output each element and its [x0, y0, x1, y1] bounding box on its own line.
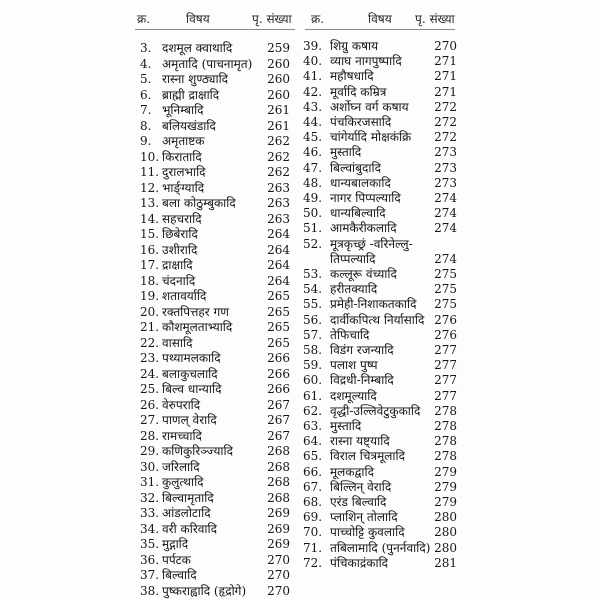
entry-number: 13.: [140, 196, 160, 210]
entry-subject: रामच्चादि: [162, 428, 202, 443]
entry-subject: कणिकुरिञ्ज्यादि: [162, 444, 234, 458]
entry-subject: रास्ना यष्ट्यादि: [330, 434, 390, 449]
index-entry: [140, 553, 300, 567]
entry-subject: दार्वीकपित्थ निर्यासादि: [330, 312, 425, 327]
index-entry: [303, 282, 465, 296]
entry-number: 16.: [140, 242, 160, 257]
index-entry: [140, 57, 300, 71]
index-entry: [140, 460, 300, 474]
entry-subject: सहचरादि: [162, 211, 202, 226]
entry-page-number: 280: [434, 525, 457, 540]
entry-number: 7.: [140, 103, 152, 117]
entry-page-number: 264: [267, 258, 290, 272]
entry-number: 20.: [140, 304, 160, 319]
index-entry: [303, 343, 465, 357]
index-entry: [140, 165, 300, 179]
entry-page-number: 271: [434, 54, 457, 69]
entry-subject: तबिलामादि (पुनर्नवादि): [330, 540, 431, 555]
entry-number: 64.: [303, 434, 323, 449]
index-entry: [303, 54, 465, 68]
entry-subject: दशमूल क्वाथादि: [162, 41, 233, 55]
entry-number: 27.: [140, 413, 160, 427]
entry-number: 33.: [140, 506, 160, 520]
entry-subject: धान्यबिल्वादि: [330, 206, 386, 221]
entry-page-number: 275: [434, 297, 457, 312]
entry-page-number: 273: [434, 175, 457, 190]
entry-page-number: 263: [267, 196, 290, 210]
entry-page-number: 266: [267, 382, 290, 396]
entry-subject: रक्तपित्तहर गण: [162, 304, 229, 319]
entry-page-number: 268: [267, 459, 290, 474]
entry-page-number: 276: [434, 327, 457, 342]
entry-number: 5.: [140, 72, 152, 86]
entry-subject: एरंड बिल्वादि: [330, 495, 387, 509]
entry-subject: अर्शोघ्न वर्ग कषाय: [330, 99, 409, 114]
entry-subject: उशीरादि: [162, 242, 198, 257]
index-entry: [140, 367, 300, 381]
entry-number: 34.: [140, 521, 160, 536]
entry-page-number: 265: [267, 289, 290, 303]
header-rule-right: [305, 29, 455, 30]
index-entry: [303, 252, 465, 266]
entry-page-number: 264: [267, 242, 290, 257]
entry-subject: किरातादि: [162, 149, 202, 164]
entry-subject: बिल्वांबुदादि: [330, 160, 381, 175]
entry-page-number: 271: [434, 69, 457, 84]
index-entry: [140, 119, 300, 133]
entry-page-number: 268: [267, 490, 290, 505]
entry-subject: शिग्रु कषाय: [330, 39, 379, 53]
entry-number: 10.: [140, 149, 160, 164]
index-entry: [303, 237, 465, 251]
entry-page-number: 263: [267, 180, 290, 195]
entry-number: 42.: [303, 84, 323, 99]
entry-page-number: 277: [434, 358, 457, 373]
index-entry: [140, 41, 300, 55]
entry-subject: मुस्तादि: [330, 419, 362, 433]
entry-subject: भार्ङ्ग्यादि: [162, 180, 205, 195]
entry-page-number: 279: [434, 479, 457, 494]
entry-subject: बलाकुचलादि: [162, 366, 218, 381]
entry-subject: पलाश पुष्प: [330, 358, 378, 373]
entry-number: 72.: [303, 555, 323, 570]
entry-subject: अमृतादि (पाचनामृत): [162, 56, 253, 71]
entry-number: 45.: [303, 130, 323, 145]
entry-page-number: 274: [434, 191, 457, 205]
entry-subject: विराल चित्रमूलादि: [330, 449, 405, 464]
entry-page-number: 272: [434, 115, 457, 129]
entry-subject: कल्लूरू वंच्यादि: [330, 267, 397, 281]
entry-page-number: 265: [267, 335, 290, 350]
entry-subject: हरीतक्यादि: [330, 282, 378, 297]
index-entry: [140, 584, 300, 598]
entry-subject: वेरुपरादि: [162, 397, 201, 412]
entry-number: 25.: [140, 382, 160, 396]
entry-number: 11.: [140, 165, 160, 179]
entry-number: 65.: [303, 449, 323, 464]
entry-number: 26.: [140, 397, 160, 412]
entry-number: 15.: [140, 227, 160, 241]
entry-subject: बिल्व धान्यादि: [162, 382, 222, 396]
entry-subject: वृद्धी-उल्लिवेटुकुकादि: [330, 403, 421, 418]
entry-page-number: 262: [267, 134, 290, 148]
entry-page-number: 272: [434, 99, 457, 114]
entry-number: 49.: [303, 191, 323, 205]
entry-number: 62.: [303, 403, 323, 418]
entry-number: 14.: [140, 211, 160, 226]
index-entry: [140, 320, 300, 334]
entry-number: 54.: [303, 282, 323, 297]
entry-subject: अमृताष्टक: [162, 134, 205, 148]
entry-subject: द्राक्षादि: [162, 258, 193, 272]
entry-number: 40.: [303, 54, 323, 69]
entry-page-number: 274: [434, 206, 457, 221]
entry-page-number: 262: [267, 165, 290, 179]
entry-subject: धान्यबालकादि: [330, 175, 391, 190]
entry-page-number: 270: [267, 568, 290, 582]
entry-number: 47.: [303, 160, 323, 175]
index-entry: [140, 72, 300, 86]
index-entry: [303, 221, 465, 235]
index-entry: [140, 103, 300, 117]
index-entry: [303, 39, 465, 53]
entry-page-number: 268: [267, 444, 290, 458]
entry-number: 43.: [303, 99, 323, 114]
index-entry: [140, 491, 300, 505]
index-entry: [303, 145, 465, 159]
entry-page-number: 260: [267, 87, 290, 102]
index-entry: [140, 429, 300, 443]
entry-page-number: 260: [267, 56, 290, 71]
index-entry: [140, 413, 300, 427]
entry-number: 18.: [140, 273, 160, 288]
header-subject-right: विषय: [368, 12, 392, 26]
index-entry: [140, 196, 300, 210]
index-entry: [303, 85, 465, 99]
index-entry: [303, 373, 465, 387]
index-entry: [303, 313, 465, 327]
index-entry: [140, 134, 300, 148]
entry-number: 68.: [303, 495, 323, 509]
index-entry: [140, 181, 300, 195]
entry-subject: मूलकद्वादि: [330, 464, 375, 479]
entry-number: 60.: [303, 373, 323, 388]
entry-page-number: 278: [434, 403, 457, 418]
entry-number: 32.: [140, 490, 160, 505]
entry-page-number: 274: [434, 221, 457, 236]
entry-subject: कौशमूलताभ्यादि: [162, 320, 233, 334]
entry-subject: बिल्लिन् वेरादि: [330, 479, 392, 494]
index-entry: [140, 274, 300, 288]
entry-page-number: 274: [434, 251, 457, 266]
index-entry: [140, 305, 300, 319]
entry-number: 31.: [140, 475, 160, 489]
index-entry: [140, 88, 300, 102]
entry-subject: आंडलोटादि: [162, 506, 211, 520]
index-entry: [303, 100, 465, 114]
entry-subject: बिल्वामृतादि: [162, 490, 214, 505]
entry-subject: बलियखंडादि: [162, 118, 216, 133]
entry-page-number: 275: [434, 282, 457, 297]
entry-number: 44.: [303, 115, 323, 129]
entry-page-number: 263: [267, 211, 290, 226]
index-entry: [303, 480, 465, 494]
entry-subject: जरिलादि: [162, 459, 200, 474]
entry-page-number: 273: [434, 145, 457, 160]
entry-page-number: 265: [267, 304, 290, 319]
entry-page-number: 269: [267, 537, 290, 551]
header-rule-left: [135, 29, 295, 30]
entry-page-number: 265: [267, 320, 290, 334]
entry-subject: पुष्कराह्वादि (हृद्रोगे): [162, 583, 247, 598]
entry-number: 30.: [140, 459, 160, 474]
entry-subject: छिबेरादि: [162, 227, 198, 241]
entry-number: 59.: [303, 358, 323, 373]
index-entry: [140, 258, 300, 272]
index-entry: [303, 434, 465, 448]
entry-number: 8.: [140, 118, 152, 133]
index-entry: [303, 69, 465, 83]
entry-subject: भूनिम्बादि: [162, 103, 204, 117]
entry-subject: कुलुत्थादि: [162, 475, 204, 489]
entry-page-number: 268: [267, 475, 290, 489]
entry-subject: वासादि: [162, 335, 193, 350]
header-subject-left: विषय: [186, 12, 210, 26]
index-entry: [140, 227, 300, 241]
entry-page-number: 267: [267, 397, 290, 412]
entry-subject: नागर पिप्पल्यादि: [330, 191, 401, 205]
index-entry: [140, 382, 300, 396]
entry-subject: विडंग रजन्यादि: [330, 343, 394, 357]
entry-number: 46.: [303, 145, 323, 160]
index-entry: [303, 510, 465, 524]
index-entry: [303, 176, 465, 190]
entry-number: 3.: [140, 41, 152, 55]
entry-number: 35.: [140, 537, 160, 551]
entry-page-number: 264: [267, 227, 290, 241]
index-entry: [303, 541, 465, 555]
entry-number: 6.: [140, 87, 152, 102]
entry-subject: आमकैरीकलादि: [330, 221, 397, 236]
entry-number: 51.: [303, 221, 323, 236]
index-entry: [303, 267, 465, 281]
entry-subject: महौषधादि: [330, 69, 374, 84]
index-entry: [140, 289, 300, 303]
entry-number: 69.: [303, 510, 323, 525]
entry-subject: तिप्पल्यादि: [330, 251, 376, 266]
entry-page-number: 275: [434, 267, 457, 281]
entry-page-number: 271: [434, 84, 457, 99]
entry-page-number: 266: [267, 351, 290, 365]
entry-page-number: 269: [267, 506, 290, 520]
index-entry: [140, 444, 300, 458]
entry-subject: दशमूल्यादि: [330, 388, 377, 403]
entry-number: 66.: [303, 464, 323, 479]
entry-page-number: 280: [434, 510, 457, 525]
entry-subject: शतावर्यादि: [162, 289, 207, 303]
entry-number: 58.: [303, 343, 323, 357]
entry-page-number: 277: [434, 343, 457, 357]
index-entry: [140, 150, 300, 164]
entry-page-number: 276: [434, 312, 457, 327]
index-entry: [140, 212, 300, 226]
index-entry: [303, 465, 465, 479]
entry-number: 22.: [140, 335, 160, 350]
entry-page-number: 281: [434, 555, 457, 570]
entry-subject: पथ्यामलकादि: [162, 351, 221, 365]
index-entry: [303, 358, 465, 372]
index-entry: [140, 351, 300, 365]
entry-page-number: 279: [434, 495, 457, 509]
entry-number: 37.: [140, 568, 160, 582]
entry-subject: मूर्वादि कम्रित्र: [330, 84, 387, 99]
entry-page-number: 277: [434, 388, 457, 403]
entry-number: 28.: [140, 428, 160, 443]
header-serial-left: क्र.: [137, 12, 151, 26]
entry-number: 67.: [303, 479, 323, 494]
entry-page-number: 269: [267, 521, 290, 536]
entry-page-number: 278: [434, 419, 457, 433]
entry-page-number: 279: [434, 464, 457, 479]
index-entry: [303, 191, 465, 205]
entry-subject: मुद्गादि: [162, 537, 189, 551]
index-entry: [303, 297, 465, 311]
entry-number: 63.: [303, 419, 323, 433]
entry-number: 70.: [303, 525, 323, 540]
entry-number: 4.: [140, 56, 152, 71]
index-entry: [140, 398, 300, 412]
index-entry: [303, 449, 465, 463]
entry-page-number: 270: [434, 39, 457, 53]
entry-subject: पर्पटक: [162, 552, 191, 567]
index-entry: [303, 206, 465, 220]
entry-subject: पाणल् वेरादि: [162, 413, 217, 427]
entry-number: 55.: [303, 297, 323, 312]
entry-page-number: 280: [434, 540, 457, 555]
index-entry: [303, 404, 465, 418]
entry-number: 71.: [303, 540, 323, 555]
entry-subject: चांगेर्यादि मोक्षकंक्रि: [330, 130, 412, 145]
entry-number: 39.: [303, 39, 323, 53]
entry-page-number: 262: [267, 149, 290, 164]
entry-subject: रास्ना शुण्ठ्यादि: [162, 72, 229, 86]
entry-page-number: 260: [267, 72, 290, 86]
entry-subject: प्लाशिन् तोलादि: [330, 510, 398, 525]
index-entry: [303, 389, 465, 403]
entry-subject: विद्रधी-निम्बादि: [330, 373, 394, 388]
entry-number: 17.: [140, 258, 160, 272]
entry-number: 38.: [140, 583, 160, 598]
index-entry: [140, 506, 300, 520]
entry-page-number: 270: [267, 552, 290, 567]
entry-page-number: 278: [434, 434, 457, 449]
entry-page-number: 277: [434, 373, 457, 388]
index-entry: [303, 419, 465, 433]
entry-number: 48.: [303, 175, 323, 190]
index-entry: [140, 568, 300, 582]
entry-subject: चंदनादि: [162, 273, 196, 288]
entry-page-number: 259: [267, 41, 290, 55]
index-entry: [140, 522, 300, 536]
entry-subject: तेफिचादि: [330, 327, 370, 342]
entry-subject: ब्राह्मी द्राक्षादि: [162, 87, 220, 102]
entry-number: 41.: [303, 69, 323, 84]
index-entry: [303, 130, 465, 144]
entry-subject: पंचकिरजसादि: [330, 115, 392, 129]
entry-number: 50.: [303, 206, 323, 221]
entry-number: 9.: [140, 134, 152, 148]
index-entry: [303, 161, 465, 175]
entry-number: 19.: [140, 289, 160, 303]
entry-number: 53.: [303, 267, 323, 281]
entry-number: 29.: [140, 444, 160, 458]
entry-page-number: 270: [267, 583, 290, 598]
entry-number: 36.: [140, 552, 160, 567]
entry-number: 21.: [140, 320, 160, 334]
entry-subject: मुस्तादि: [330, 145, 362, 160]
entry-number: 23.: [140, 351, 160, 365]
entry-number: 56.: [303, 312, 323, 327]
entry-page-number: 278: [434, 449, 457, 464]
entry-number: 57.: [303, 327, 323, 342]
entry-subject: प्रमेही-निशाकतकादि: [330, 297, 417, 312]
entry-subject: बिल्वादि: [162, 568, 197, 582]
entry-number: 61.: [303, 388, 323, 403]
entry-page-number: 273: [434, 160, 457, 175]
entry-number: 12.: [140, 180, 160, 195]
entry-subject: पाच्चोट्टि कुवलादि: [330, 525, 405, 540]
entry-subject: पंचिकाद्रंकादि: [330, 555, 389, 570]
index-entry: [303, 495, 465, 509]
entry-page-number: 266: [267, 366, 290, 381]
entry-page-number: 261: [267, 103, 290, 117]
entry-subject: व्याघ नागपुष्पादि: [330, 54, 402, 69]
index-entry: [303, 556, 465, 570]
header-serial-right: क्र.: [311, 12, 325, 26]
index-entry: [140, 475, 300, 489]
entry-subject: बला कोठुम्बुकादि: [162, 196, 236, 210]
entry-page-number: 272: [434, 130, 457, 145]
index-entry: [140, 243, 300, 257]
entry-number: 52.: [303, 236, 323, 251]
entry-number: 24.: [140, 366, 160, 381]
index-entry: [303, 328, 465, 342]
header-page-right: पृ. संख्या: [415, 12, 455, 26]
index-entry: [140, 336, 300, 350]
entry-page-number: 267: [267, 413, 290, 427]
index-entry: [140, 537, 300, 551]
entry-page-number: 261: [267, 118, 290, 133]
header-page-left: पृ. संख्या: [252, 12, 292, 26]
entry-page-number: 264: [267, 273, 290, 288]
index-entry: [303, 525, 465, 539]
entry-subject: दुरालभादि: [162, 165, 206, 179]
index-entry: [303, 115, 465, 129]
entry-page-number: 267: [267, 428, 290, 443]
entry-subject: मूत्रकृच्छ्रं -वरिनेल्लु-: [330, 236, 413, 251]
entry-subject: वरी करिवादि: [162, 521, 217, 536]
